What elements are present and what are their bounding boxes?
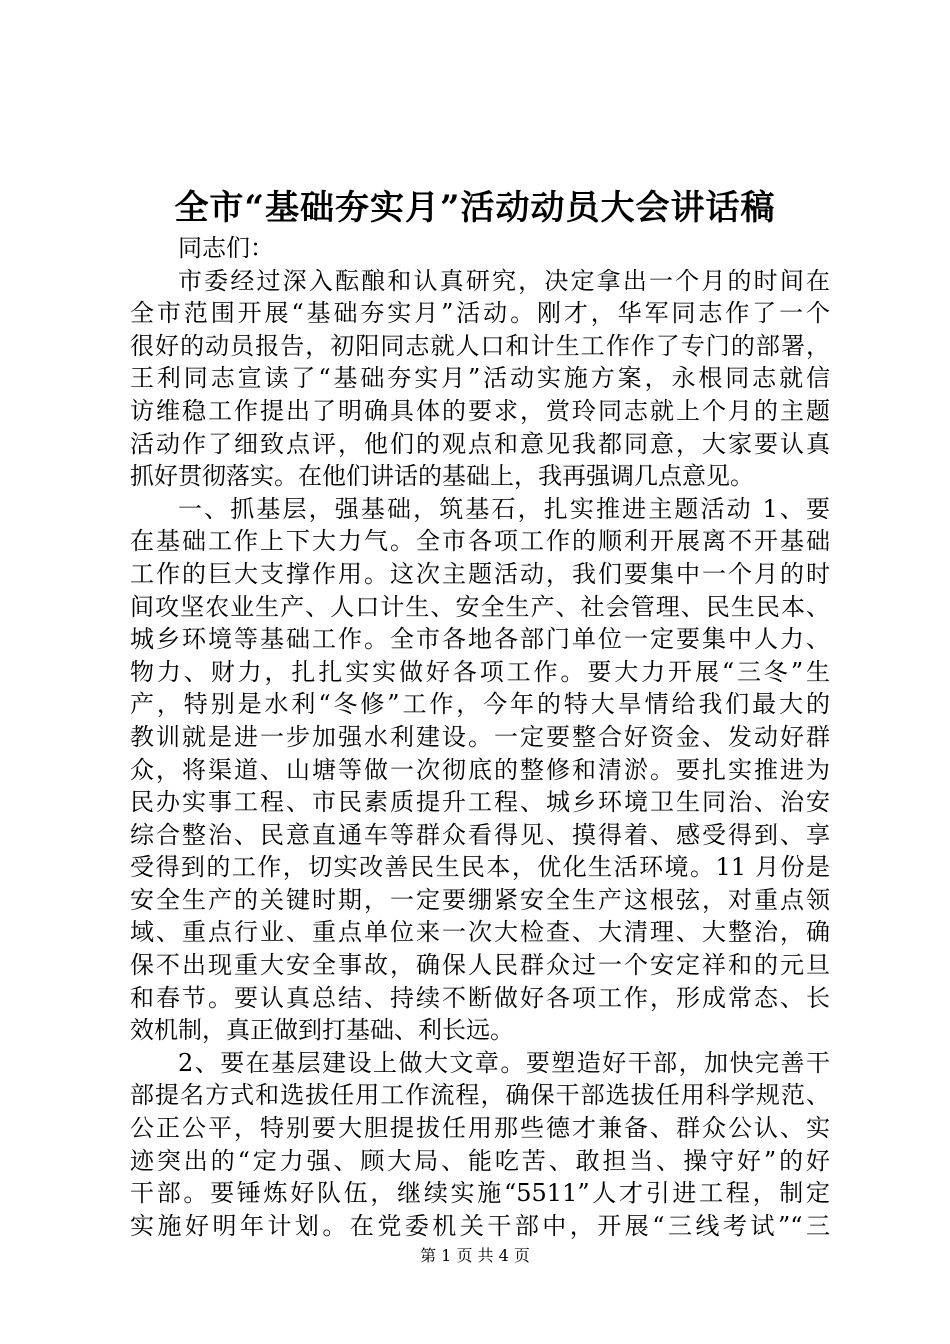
body-line: 一、抓基层，强基础，筑基石，扎实推进主题活动 1、要	[178, 494, 830, 523]
body-line: 王利同志宣读了“基础夯实月”活动实施方案，永根同志就信	[130, 364, 830, 393]
body-line: 访维稳工作提出了明确具体的要求，赏玲同志就上个月的主题	[130, 396, 830, 425]
body-line: 产，特别是水利“冬修”工作，今年的特大旱情给我们最大的	[130, 690, 830, 719]
body-line: 抓好贯彻落实。在他们讲话的基础上，我再强调几点意见。	[130, 462, 754, 491]
body-line: 效机制，真正做到打基础、利长远。	[130, 1016, 514, 1045]
body-line: 综合整治、民意直通车等群众看得见、摸得着、感受得到、享	[130, 820, 830, 849]
body-line: 保不出现重大安全事故，确保人民群众过一个安定祥和的元旦	[130, 951, 830, 980]
body-line: 全市范围开展“基础夯实月”活动。刚才，华军同志作了一个	[130, 299, 830, 328]
body-line: 域、重点行业、重点单位来一次大检查、大清理、大整治，确	[130, 918, 830, 947]
body-line: 间攻坚农业生产、人口计生、安全生产、社会管理、民生民本、	[130, 592, 830, 621]
page-footer: 第 1 页 共 4 页	[420, 1246, 530, 1265]
body-line: 2、要在基层建设上做大文章。要塑造好干部，加快完善干	[178, 1048, 830, 1077]
body-line: 迹突出的“定力强、顾大局、能吃苦、敢担当、操守好”的好	[130, 1146, 830, 1175]
body-line: 安全生产的关键时期，一定要绷紧安全生产这根弦，对重点领	[130, 885, 830, 914]
body-line: 活动作了细致点评，他们的观点和意见我都同意，大家要认真	[130, 429, 830, 458]
body-line: 公正公平，特别要大胆提拔任用那些德才兼备、群众公认、实	[130, 1114, 830, 1143]
body-line: 干部。要锤炼好队伍，继续实施“5511”人才引进工程，制定	[130, 1179, 830, 1208]
body-line: 和春节。要认真总结、持续不断做好各项工作，形成常态、长	[130, 983, 830, 1012]
body-line: 物力、财力，扎扎实实做好各项工作。要大力开展“三冬”生	[130, 657, 830, 686]
body-line: 实施好明年计划。在党委机关干部中，开展“三线考试”“三	[130, 1211, 830, 1240]
body-line: 众，将渠道、山塘等做一次彻底的整修和清淤。要扎实推进为	[130, 755, 830, 784]
body-line: 城乡环境等基础工作。全市各地各部门单位一定要集中人力、	[130, 625, 830, 654]
document-body	[130, 232, 830, 1242]
body-line: 同志们：	[178, 234, 274, 262]
body-line: 工作的巨大支撑作用。这次主题活动，我们要集中一个月的时	[130, 559, 830, 588]
body-line: 很好的动员报告，初阳同志就人口和计生工作作了专门的部署，	[130, 331, 830, 360]
body-line: 民办实事工程、市民素质提升工程、城乡环境卫生同治、治安	[130, 788, 830, 817]
body-line: 在基础工作上下大力气。全市各项工作的顺利开展离不开基础	[130, 527, 830, 556]
body-line: 部提名方式和选拔任用工作流程，确保干部选拔任用科学规范、	[130, 1081, 830, 1110]
body-line: 受得到的工作，切实改善民生民本，优化生活环境。11 月份是	[130, 853, 830, 882]
body-line: 教训就是进一步加强水利建设。一定要整合好资金、发动好群	[130, 722, 830, 751]
body-line: 市委经过深入酝酿和认真研究，决定拿出一个月的时间在	[178, 266, 830, 295]
document-title: 全市“基础夯实月”活动动员大会讲话稿	[174, 188, 776, 228]
